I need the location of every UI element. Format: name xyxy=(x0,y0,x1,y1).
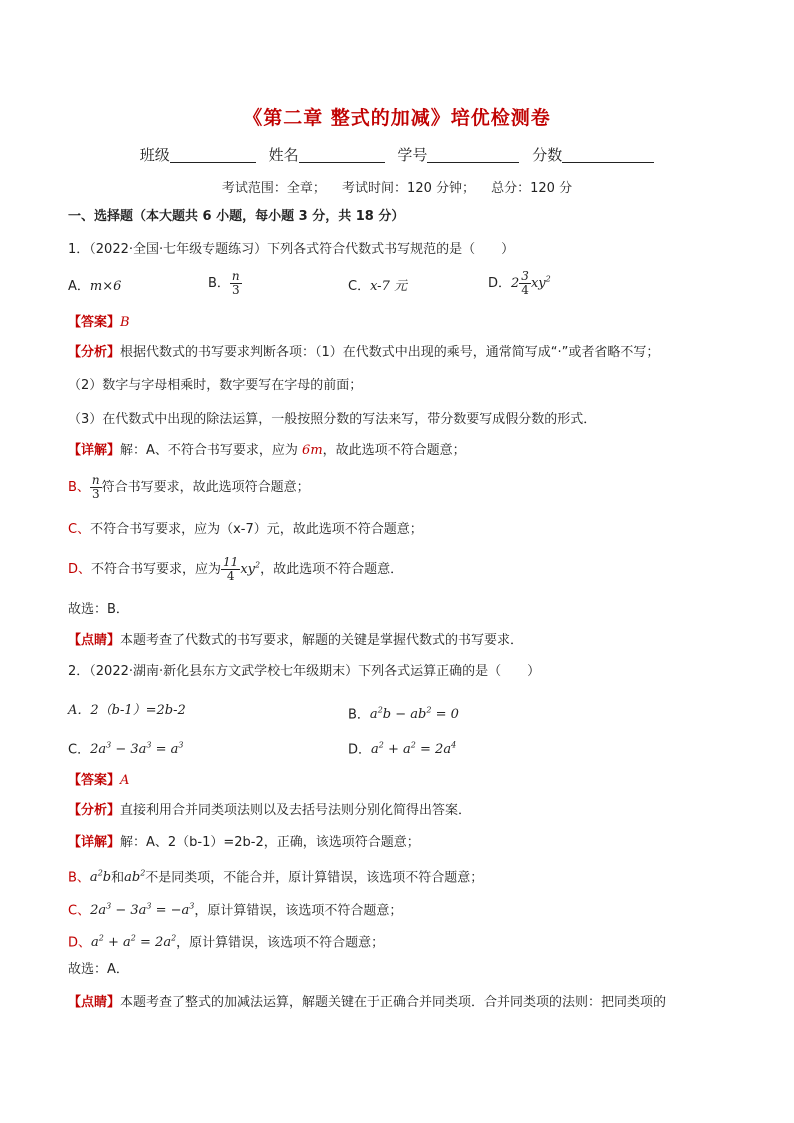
q1-analysis-3: （3）在代数式中出现的除法运算，一般按照分数的写法来写，带分数要写成假分数的形式． xyxy=(68,412,597,427)
exam-scope: 考试范围：全章； xyxy=(221,181,326,196)
q1-detail-4: D、不符合书写要求，应为 $\frac{11}{4}$ $xy^2$，故此选项不符合题意． xyxy=(68,555,404,583)
q2-option-b: B．$a^2b - ab^2 = 0$ xyxy=(348,706,459,723)
name-label: 姓名 xyxy=(268,146,299,164)
q1-answer: 【答案】B xyxy=(68,315,130,330)
q2-detail-3: C、$2a^3 - 3a^3 = -a^3$，原计算错误，该选项不符合题意； xyxy=(68,902,403,919)
score-label: 分数 xyxy=(532,146,563,164)
class-blank[interactable] xyxy=(170,147,256,163)
q2-detail-4: D、$a^2 + a^2 = 2a^2$，原计算错误，该选项不符合题意； xyxy=(68,934,385,951)
exam-info xyxy=(0,177,794,196)
q1-detail-1: 【详解】解：A、不符合书写要求，应为 6m，故此选项不符合题意； xyxy=(68,443,466,458)
q2-stem: 2．（2022·湖南·新化县东方文武学校七年级期末）下列各式运算正确的是（ ） xyxy=(68,664,541,679)
score-blank[interactable] xyxy=(562,147,654,163)
q2-option-a: A．2（b-1）=2b-2 xyxy=(68,703,186,718)
q1-option-b: B． $\frac{n}{3}$ xyxy=(208,269,240,297)
q1-option-d: D．2 $\frac{3}{4}$ $xy^2$ xyxy=(488,269,551,297)
name-field xyxy=(269,144,385,165)
q2-option-c: C．$2a^3 - 3a^3 = a^3$ xyxy=(68,741,184,758)
exam-total: 总分：120 分 xyxy=(491,181,573,196)
q2-detail-2: B、$a^2b$和$ab^2$不是同类项，不能合并，原计算错误，该选项不符合题意； xyxy=(68,869,484,886)
q1-detail-2: B、 $\frac{n}{3}$ 符合书写要求，故此选项符合题意； xyxy=(68,473,310,501)
student-info-fields xyxy=(0,144,794,165)
class-label: 班级 xyxy=(139,146,170,164)
q1-option-c: C．x-7 元 xyxy=(348,279,407,294)
q1-stem: 1．（2022·全国·七年级专题练习）下列各式符合代数式书写规范的是（ ） xyxy=(68,242,515,257)
id-field xyxy=(397,144,519,165)
q1-comment: 【点睛】本题考查了代数式的书写要求，解题的关键是掌握代数式的书写要求． xyxy=(68,633,524,648)
q2-option-d: D．$a^2 + a^2 = 2a^4$ xyxy=(348,741,457,758)
id-label: 学号 xyxy=(397,146,428,164)
class-field xyxy=(140,144,256,165)
page-title: 《第二章 整式的加减》培优检测卷 xyxy=(243,107,551,129)
id-blank[interactable] xyxy=(427,147,519,163)
q2-analysis: 【分析】直接利用合并同类项法则以及去括号法则分别化简得出答案． xyxy=(68,803,472,818)
exam-time: 考试时间：120 分钟； xyxy=(342,181,475,196)
q2-answer: 【答案】A xyxy=(68,773,130,788)
q1-detail-3: C、不符合书写要求，应为（x-7）元，故此选项不符合题意； xyxy=(68,522,423,537)
q1-option-a: A．m×6 xyxy=(68,279,122,294)
q1-choose: 故选：B． xyxy=(68,602,129,617)
q2-comment: 【点睛】本题考查了整式的加减法运算，解题关键在于正确合并同类项．合并同类项的法则：把同类项的 xyxy=(68,995,667,1010)
q1-analysis-2: （2）数字与字母相乘时，数字要写在字母的前面； xyxy=(68,378,363,393)
name-blank[interactable] xyxy=(299,147,385,163)
q2-detail-1: 【详解】解：A、2（b-1）=2b-2，正确，该选项符合题意； xyxy=(68,835,420,850)
q1-analysis-1: 【分析】根据代数式的书写要求判断各项：（1）在代数式中出现的乘号，通常简写成“·”或者省略不写； xyxy=(68,345,660,360)
score-field xyxy=(532,144,654,165)
q2-choose: 故选：A． xyxy=(68,962,129,977)
section-heading: 一、选择题（本大题共 6 小题，每小题 3 分，共 18 分） xyxy=(68,209,405,224)
